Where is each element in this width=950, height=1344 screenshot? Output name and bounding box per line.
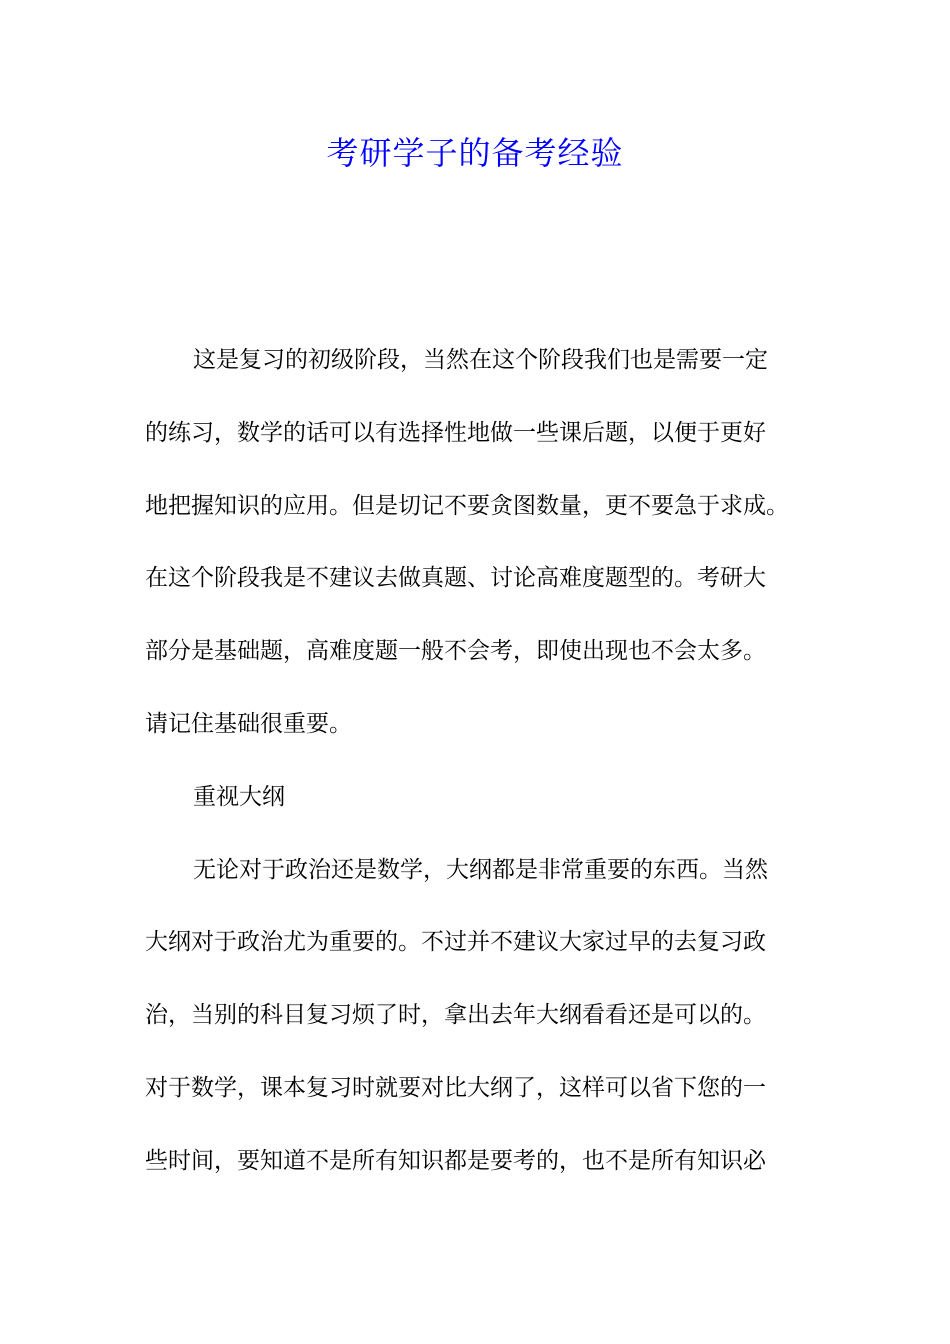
paragraph-line: 无论对于政治还是数学，大纲都是非常重要的东西。当然 — [193, 856, 768, 883]
paragraph-line: 地把握知识的应用。但是切记不要贪图数量，更不要急于求成。 — [145, 492, 789, 519]
document-title: 考研学子的备考经验 — [326, 134, 624, 172]
paragraph-line: 大纲对于政治尤为重要的。不过并不建议大家过早的去复习政 — [145, 929, 766, 956]
paragraph-line: 的练习，数学的话可以有选择性地做一些课后题，以便于更好 — [145, 419, 766, 446]
paragraph-line: 在这个阶段我是不建议去做真题、讨论高难度题型的。考研大 — [145, 565, 766, 592]
paragraph-line: 对于数学，课本复习时就要对比大纲了，这样可以省下您的一 — [145, 1074, 766, 1101]
paragraph-line: 治，当别的科目复习烦了时，拿出去年大纲看看还是可以的。 — [145, 1002, 766, 1029]
paragraph-line: 请记住基础很重要。 — [145, 710, 352, 737]
section-heading: 重视大纲 — [193, 783, 285, 810]
document-body — [145, 335, 811, 1209]
paragraph-line: 些时间，要知道不是所有知识都是要考的，也不是所有知识必 — [145, 1147, 766, 1174]
paragraph-line: 部分是基础题，高难度题一般不会考，即使出现也不会太多。 — [145, 638, 766, 665]
paragraph-line: 这是复习的初级阶段，当然在这个阶段我们也是需要一定 — [193, 347, 768, 373]
